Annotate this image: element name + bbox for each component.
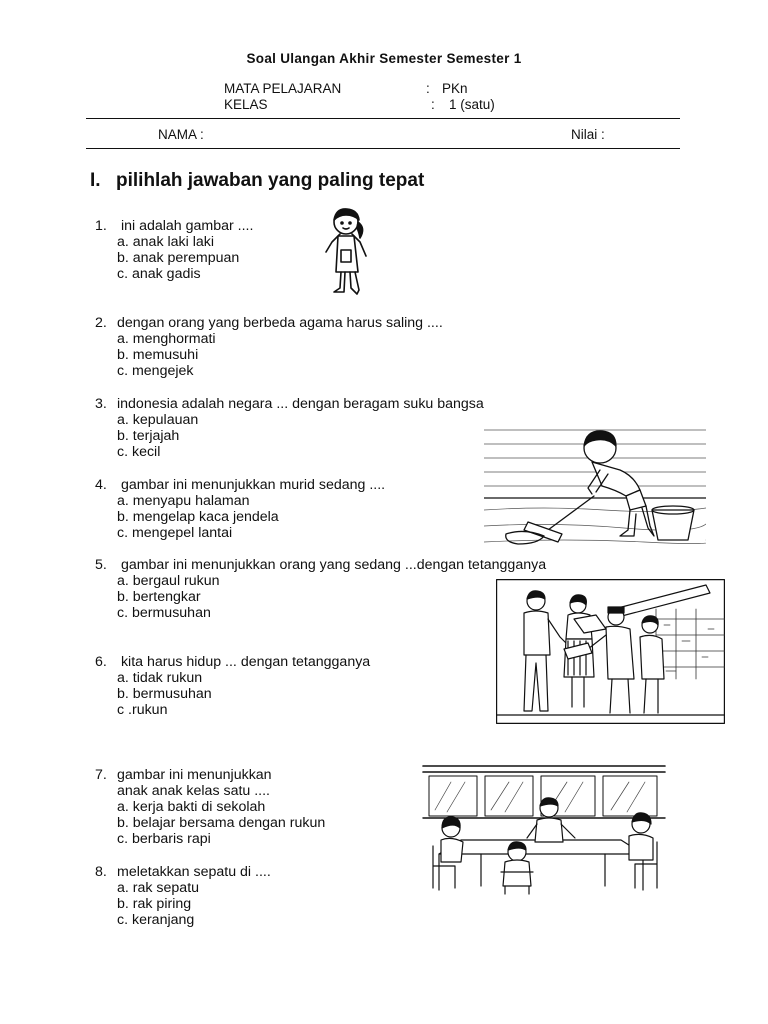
option-c: c. kecil: [117, 444, 161, 460]
question-text: meletakkan sepatu di ....: [117, 864, 271, 880]
question-text-continued: anak anak kelas satu ....: [117, 783, 271, 799]
document-title: Soal Ulangan Akhir Semester Semester 1: [246, 51, 522, 66]
question-number: 2.: [95, 315, 107, 331]
question-number: 8.: [95, 864, 107, 880]
question-6: [95, 654, 475, 724]
question-8: [95, 864, 395, 934]
option-b: b. belajar bersama dengan rukun: [117, 815, 326, 831]
section-title: pilihlah jawaban yang paling tepat: [116, 170, 425, 191]
question-number: 3.: [95, 396, 107, 412]
class-separator: :: [431, 97, 435, 112]
option-c: c. anak gadis: [117, 266, 201, 282]
option-b: b. bermusuhan: [117, 686, 212, 702]
question-number: 1.: [95, 218, 107, 234]
question-text: indonesia adalah negara ... dengan beragam suku bangsa: [117, 396, 484, 412]
question-number: 7.: [95, 767, 107, 783]
class-value: 1 (satu): [449, 97, 495, 112]
question-7: [95, 767, 415, 853]
option-a: a. tidak rukun: [117, 670, 203, 686]
mopping-boy-illustration: [484, 410, 706, 560]
score-label: Nilai :: [571, 127, 605, 142]
option-a: a. kerja bakti di sekolah: [117, 799, 266, 815]
question-number: 5.: [95, 557, 107, 573]
option-c: c. keranjang: [117, 912, 195, 928]
option-b: b. mengelap kaca jendela: [117, 509, 279, 525]
option-c: c .rukun: [117, 702, 168, 718]
option-a: a. anak laki laki: [117, 234, 214, 250]
question-4: [95, 477, 475, 547]
class-label: KELAS: [224, 97, 268, 112]
question-text: dengan orang yang berbeda agama harus saling ....: [117, 315, 443, 331]
option-b: b. rak piring: [117, 896, 192, 912]
girl-illustration: [314, 206, 376, 302]
neighbors-sharing-illustration: [496, 579, 725, 724]
name-label: NAMA :: [158, 127, 204, 142]
option-c: c. mengejek: [117, 363, 194, 379]
option-b: b. memusuhi: [117, 347, 199, 363]
option-b: b. terjajah: [117, 428, 180, 444]
classroom-children-illustration: [421, 762, 667, 896]
question-text: kita harus hidup ... dengan tetangganya: [117, 654, 371, 670]
option-c: c. berbaris rapi: [117, 831, 211, 847]
option-c: c. mengepel lantai: [117, 525, 233, 541]
option-b: b. bertengkar: [117, 589, 201, 605]
question-2: [95, 315, 535, 385]
question-number: 6.: [95, 654, 107, 670]
subject-separator: :: [426, 81, 430, 96]
question-text: gambar ini menunjukkan: [117, 767, 272, 783]
question-text: ini adalah gambar ....: [117, 218, 254, 234]
divider-bottom: [86, 148, 680, 149]
divider-top: [86, 118, 680, 119]
option-c: c. bermusuhan: [117, 605, 211, 621]
option-a: a. kepulauan: [117, 412, 199, 428]
question-text: gambar ini menunjukkan murid sedang ....: [117, 477, 386, 493]
question-text: gambar ini menunjukkan orang yang sedang ...dengan tetangganya: [117, 557, 547, 573]
question-number: 4.: [95, 477, 107, 493]
option-a: a. bergaul rukun: [117, 573, 220, 589]
option-a: a. menyapu halaman: [117, 493, 250, 509]
section-number: I.: [90, 170, 101, 191]
subject-label: MATA PELAJARAN: [224, 81, 342, 96]
section-heading: [90, 170, 424, 192]
option-a: a. rak sepatu: [117, 880, 200, 896]
option-b: b. anak perempuan: [117, 250, 240, 266]
subject-value: PKn: [442, 81, 468, 96]
option-a: a. menghormati: [117, 331, 216, 347]
